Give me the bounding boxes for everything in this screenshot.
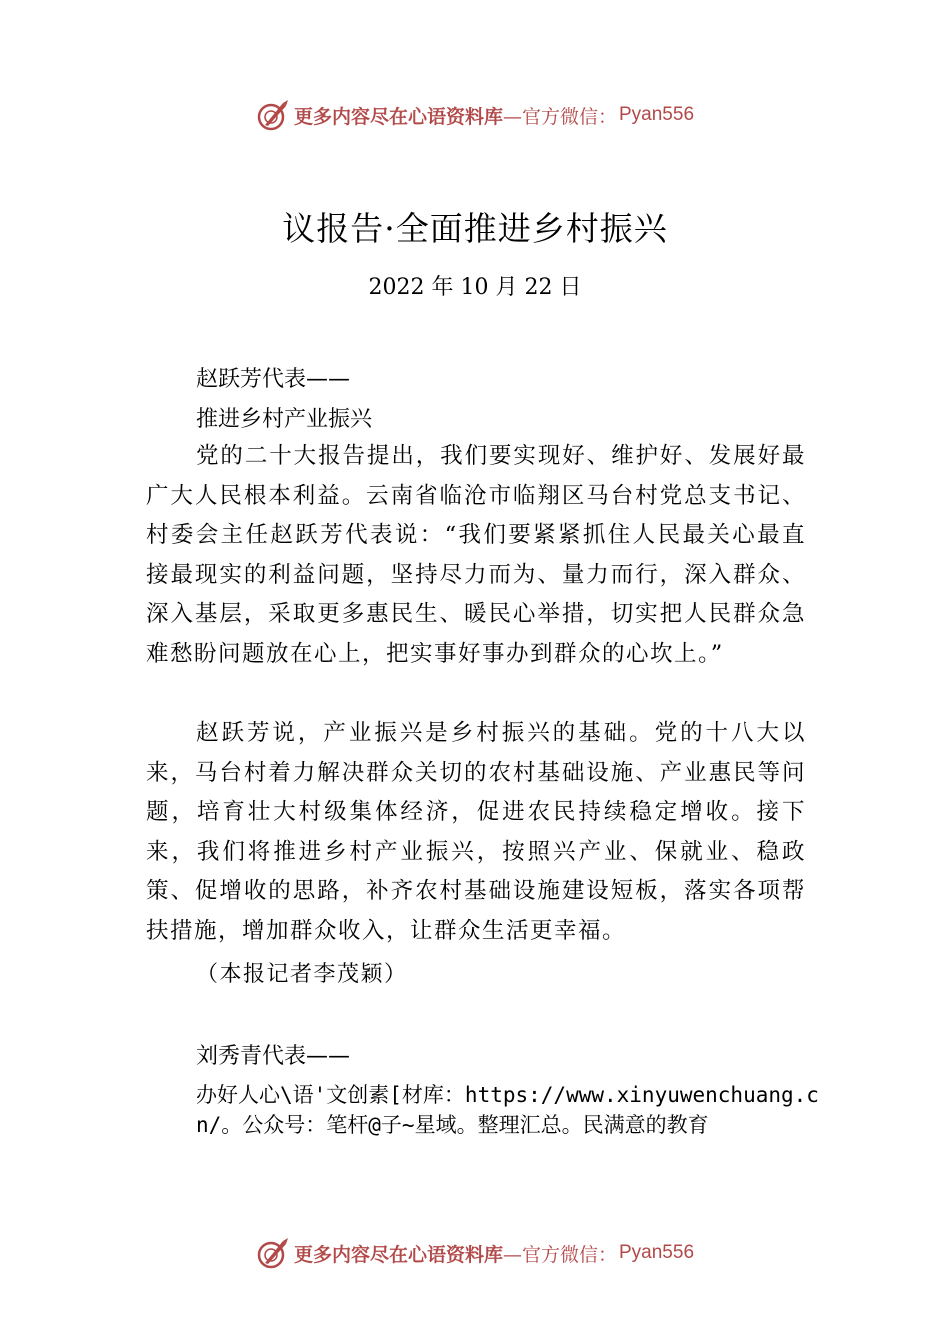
page-title: 议报告·全面推进乡村振兴 (282, 209, 668, 248)
quill-pen-logo-icon (256, 98, 290, 132)
banner-wechat-label: —官方微信： (502, 105, 617, 128)
banner-wechat-id: Pyan556 (619, 104, 695, 125)
reporter-credit: （本报记者李茂颖） (196, 962, 408, 987)
banner-text (294, 102, 617, 129)
header-banner (0, 95, 950, 135)
article-date: 2022 年 10 月 22 日 (368, 275, 582, 300)
banner-text (294, 1240, 617, 1267)
paragraph-2: 赵跃芳说，产业振兴是乡村振兴的基础。党的十八大以来，马台村着力解决群众关切的农村基础设施、产业惠民等问题，培育壮大村级集体经济，促进农民持续稳定增收。接下来，我们将推进乡村产业振兴，按照兴产业、保就业、稳政策、促增收的思路，补齐农村基础设施建设短板，落实各项帮扶措施，增加群众收入，让群众生活更幸福。 (146, 720, 806, 944)
section-subtitle-1: 推进乡村产业振兴 (196, 407, 373, 432)
quill-pen-logo-icon (256, 1236, 290, 1270)
source-note: 办好人心\语'文创素[材库：https://www.xinyuwenchuang.cn/。公众号：笔杆@子~星域。整理汇总。民满意的教育 (196, 1083, 819, 1137)
banner-main-text: 更多内容尽在心语资料库 (293, 1243, 503, 1266)
speaker-heading-1: 赵跃芳代表—— (196, 367, 351, 392)
banner-main-text: 更多内容尽在心语资料库 (293, 105, 503, 128)
paragraph-1: 党的二十大报告提出，我们要实现好、维护好、发展好最广大人民根本利益。云南省临沧市临翔区马台村党总支书记、村委会主任赵跃芳代表说：“我们要紧紧抓住人民最关心最直接最现实的利益问题，坚持尽力而为、量力而行，深入群众、深入基层，采取更多惠民生、暖民心举措，切实把人民群众急难愁盼问题放在心上，把实事好事办到群众的心坎上。” (146, 443, 806, 667)
speaker-heading-2: 刘秀青代表—— (196, 1044, 351, 1069)
banner-wechat-label: —官方微信： (502, 1243, 617, 1266)
footer-banner (0, 1233, 950, 1273)
banner-wechat-id: Pyan556 (619, 1242, 695, 1263)
